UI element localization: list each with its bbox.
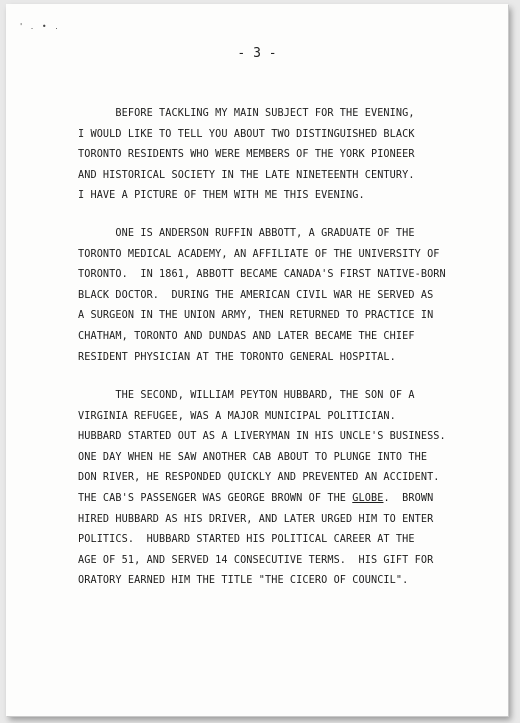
text-line: AGE OF 51, AND SERVED 14 CONSECUTIVE TERMS. HIS GIFT FOR xyxy=(78,554,434,566)
page-number: - 3 - xyxy=(237,46,277,61)
text-line: TORONTO. IN 1861, ABBOTT BECAME CANADA'S FIRST NATIVE-BORN xyxy=(78,269,446,281)
text-segment: . BROWN xyxy=(383,492,434,504)
paragraph-hubbard xyxy=(78,386,498,592)
text-line: ORATORY EARNED HIM THE TITLE "THE CICERO OF COUNCIL". xyxy=(78,575,409,587)
paper-speck-marks: ' . • . xyxy=(20,22,61,31)
text-line: TORONTO RESIDENTS WHO WERE MEMBERS OF THE YORK PIONEER xyxy=(78,149,415,161)
text-line: HUBBARD STARTED OUT AS A LIVERYMAN IN HIS UNCLE'S BUSINESS. xyxy=(78,431,446,443)
text-line: DON RIVER, HE RESPONDED QUICKLY AND PREVENTED AN ACCIDENT. xyxy=(78,472,440,484)
paragraph-intro xyxy=(78,104,498,207)
text-line: POLITICS. HUBBARD STARTED HIS POLITICAL CAREER AT THE xyxy=(78,534,415,546)
text-line: AND HISTORICAL SOCIETY IN THE LATE NINETEENTH CENTURY. xyxy=(78,169,415,181)
text-line: CHATHAM, TORONTO AND DUNDAS AND LATER BECAME THE CHIEF xyxy=(78,330,415,342)
text-line: VIRGINIA REFUGEE, WAS A MAJOR MUNICIPAL POLITICIAN. xyxy=(78,410,396,422)
text-line: TORONTO MEDICAL ACADEMY, AN AFFILIATE OF THE UNIVERSITY OF xyxy=(78,248,440,260)
text-line: A SURGEON IN THE UNION ARMY, THEN RETURNED TO PRACTICE IN xyxy=(78,310,434,322)
text-line: I HAVE A PICTURE OF THEM WITH ME THIS EVENING. xyxy=(78,190,365,202)
text-line: BEFORE TACKLING MY MAIN SUBJECT FOR THE EVENING, xyxy=(78,108,415,119)
text-line: I WOULD LIKE TO TELL YOU ABOUT TWO DISTINGUISHED BLACK xyxy=(78,128,415,140)
text-line-globe xyxy=(78,489,498,510)
text-segment: THE CAB'S PASSENGER WAS GEORGE BROWN OF THE xyxy=(78,492,353,504)
text-line: ONE IS ANDERSON RUFFIN ABBOTT, A GRADUATE OF THE xyxy=(78,228,415,239)
underlined-title-globe: GLOBE xyxy=(352,492,384,504)
text-line: HIRED HUBBARD AS HIS DRIVER, AND LATER URGED HIM TO ENTER xyxy=(78,513,434,525)
paragraph-abbott xyxy=(78,224,498,368)
text-line: BLACK DOCTOR. DURING THE AMERICAN CIVIL WAR HE SERVED AS xyxy=(78,289,434,301)
text-line: ONE DAY WHEN HE SAW ANOTHER CAB ABOUT TO PLUNGE INTO THE xyxy=(78,451,428,463)
text-line: THE SECOND, WILLIAM PEYTON HUBBARD, THE SON OF A xyxy=(78,390,415,401)
document-page xyxy=(6,4,508,716)
text-line: RESIDENT PHYSICIAN AT THE TORONTO GENERAL HOSPITAL. xyxy=(78,351,396,363)
